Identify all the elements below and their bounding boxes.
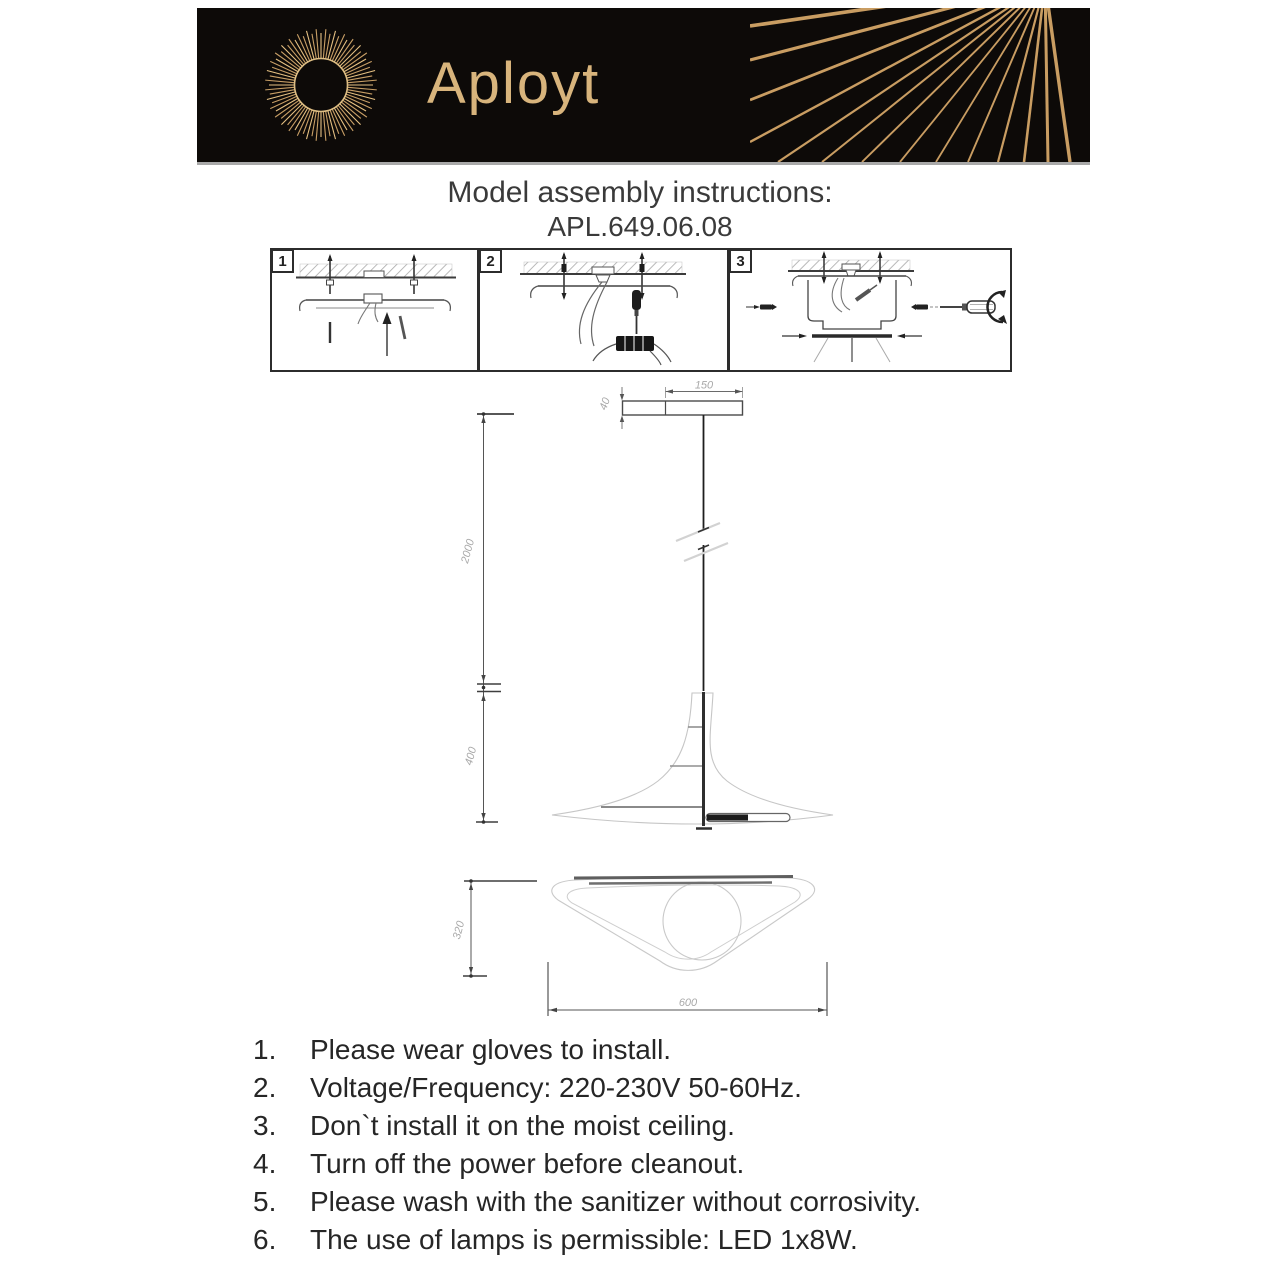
step-2-number: 2 (479, 249, 502, 273)
brand-banner (197, 8, 1090, 165)
title-block (0, 176, 1280, 243)
shade-side-view (552, 692, 833, 829)
dim-2000-400 (459, 412, 514, 824)
item-text: Please wash with the sanitizer without corrosivity. (310, 1186, 922, 1217)
item-text: Voltage/Frequency: 220-230V 50-60Hz. (310, 1072, 802, 1103)
instructions-list (253, 1031, 1113, 1259)
suspension-wire (676, 415, 728, 691)
dim-150 (666, 380, 743, 399)
item-text: The use of lamps is permissible: LED 1x8W. (310, 1224, 858, 1255)
dim-label-2000: 2000 (459, 537, 478, 565)
sunburst-logo-icon (243, 8, 399, 162)
dim-label-400: 400 (462, 745, 480, 767)
step-3-illustration (730, 250, 1009, 368)
assembly-step-2 (479, 248, 729, 372)
dim-label-320: 320 (450, 919, 468, 941)
dim-label-40: 40 (597, 396, 613, 412)
step-1-number: 1 (271, 249, 294, 273)
model-number: APL.649.06.08 (547, 211, 733, 242)
lamp-dimension-drawing (440, 378, 860, 1028)
item-number: 4. (253, 1148, 277, 1179)
list-item (253, 1183, 1113, 1221)
ray-decoration (750, 8, 1090, 162)
item-number: 6. (253, 1224, 277, 1255)
dim-40 (597, 387, 624, 429)
step-3-number: 3 (729, 249, 752, 273)
item-number: 5. (253, 1186, 277, 1217)
brand-name: Aployt (427, 51, 601, 116)
list-item (253, 1221, 1113, 1259)
item-number: 2. (253, 1072, 277, 1103)
dim-320 (451, 879, 537, 978)
assembly-steps (270, 248, 1012, 372)
item-number: 3. (253, 1110, 277, 1141)
canopy-side-view (623, 401, 743, 415)
page-title: Model assembly instructions: (447, 176, 833, 209)
list-item (253, 1107, 1113, 1145)
assembly-step-3 (729, 248, 1012, 372)
list-item (253, 1069, 1113, 1107)
dim-label-600: 600 (678, 997, 698, 1009)
item-number: 1. (253, 1034, 277, 1065)
shade-plan-view (552, 877, 815, 971)
list-item (253, 1145, 1113, 1183)
step-1-illustration (272, 250, 477, 368)
dim-label-150: 150 (694, 379, 714, 392)
assembly-step-1 (270, 248, 479, 372)
item-text: Turn off the power before cleanout. (310, 1148, 745, 1179)
item-text: Please wear gloves to install. (310, 1034, 672, 1065)
list-item (253, 1031, 1113, 1069)
step-2-illustration (480, 250, 726, 368)
item-text: Don`t install it on the moist ceiling. (310, 1110, 735, 1141)
